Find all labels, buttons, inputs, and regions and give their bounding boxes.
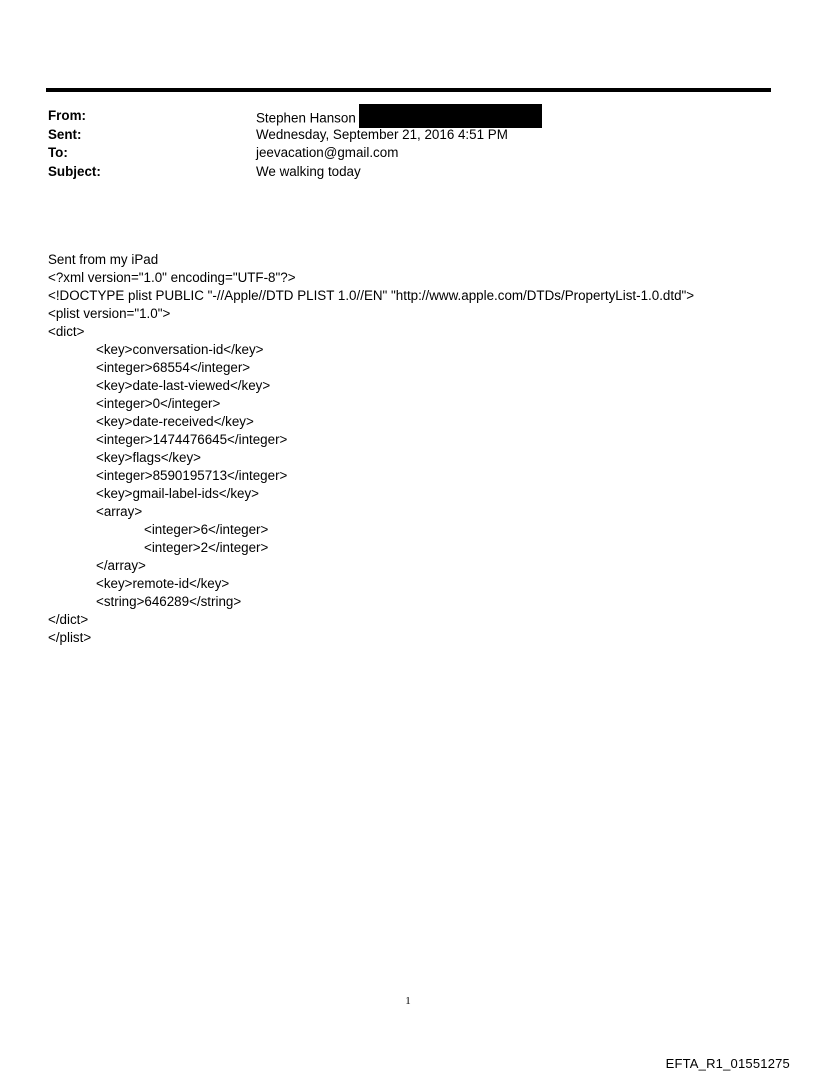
body-line: </array> [96, 558, 146, 573]
subject-value: We walking today [256, 163, 361, 179]
subject-row [48, 163, 748, 182]
body-line: <array> [96, 504, 143, 519]
body-line: <?xml version="1.0" encoding="UTF-8"?> [48, 270, 296, 285]
to-label: To: [48, 145, 68, 160]
subject-label: Subject: [48, 163, 101, 179]
sent-row [48, 126, 748, 145]
header-rule [46, 88, 771, 92]
body-line: <!DOCTYPE plist PUBLIC "-//Apple//DTD PLIST 1.0//EN" "http://www.apple.com/DTDs/PropertyList-1.0.dtd"> [48, 288, 695, 303]
body-line: <integer>6</integer> [144, 522, 269, 537]
from-value: Stephen Hanson [256, 110, 356, 126]
from-label: From: [48, 108, 86, 123]
body-line: <key>conversation-id</key> [96, 342, 264, 357]
body-line: <key>date-last-viewed</key> [96, 378, 271, 393]
body-line: <key>remote-id</key> [96, 576, 230, 591]
body-line: <integer>2</integer> [144, 540, 269, 555]
sent-value: Wednesday, September 21, 2016 4:51 PM [256, 126, 508, 142]
body-line: <dict> [48, 324, 85, 339]
redaction-block [359, 104, 542, 128]
body-line: <integer>0</integer> [96, 396, 221, 411]
body-line: </dict> [48, 612, 89, 627]
page-number: 1 [405, 995, 411, 1007]
body-line: <plist version="1.0"> [48, 306, 171, 321]
from-row [48, 107, 748, 126]
body-line: <integer>8590195713</integer> [96, 468, 288, 483]
body-line: <integer>68554</integer> [96, 360, 251, 375]
body-line: <key>date-received</key> [96, 414, 254, 429]
bates-number: EFTA_R1_01551275 [665, 1056, 790, 1071]
body-line: <string>646289</string> [96, 594, 242, 609]
email-body [48, 251, 768, 647]
body-line: <key>flags</key> [96, 450, 201, 465]
body-line: </plist> [48, 630, 92, 645]
to-row [48, 144, 748, 163]
body-line: <integer>1474476645</integer> [96, 432, 288, 447]
email-header [48, 107, 748, 181]
body-line: <key>gmail-label-ids</key> [96, 486, 260, 501]
body-line: Sent from my iPad [48, 252, 159, 267]
sent-label: Sent: [48, 126, 82, 142]
to-value: jeevacation@gmail.com [256, 145, 399, 160]
